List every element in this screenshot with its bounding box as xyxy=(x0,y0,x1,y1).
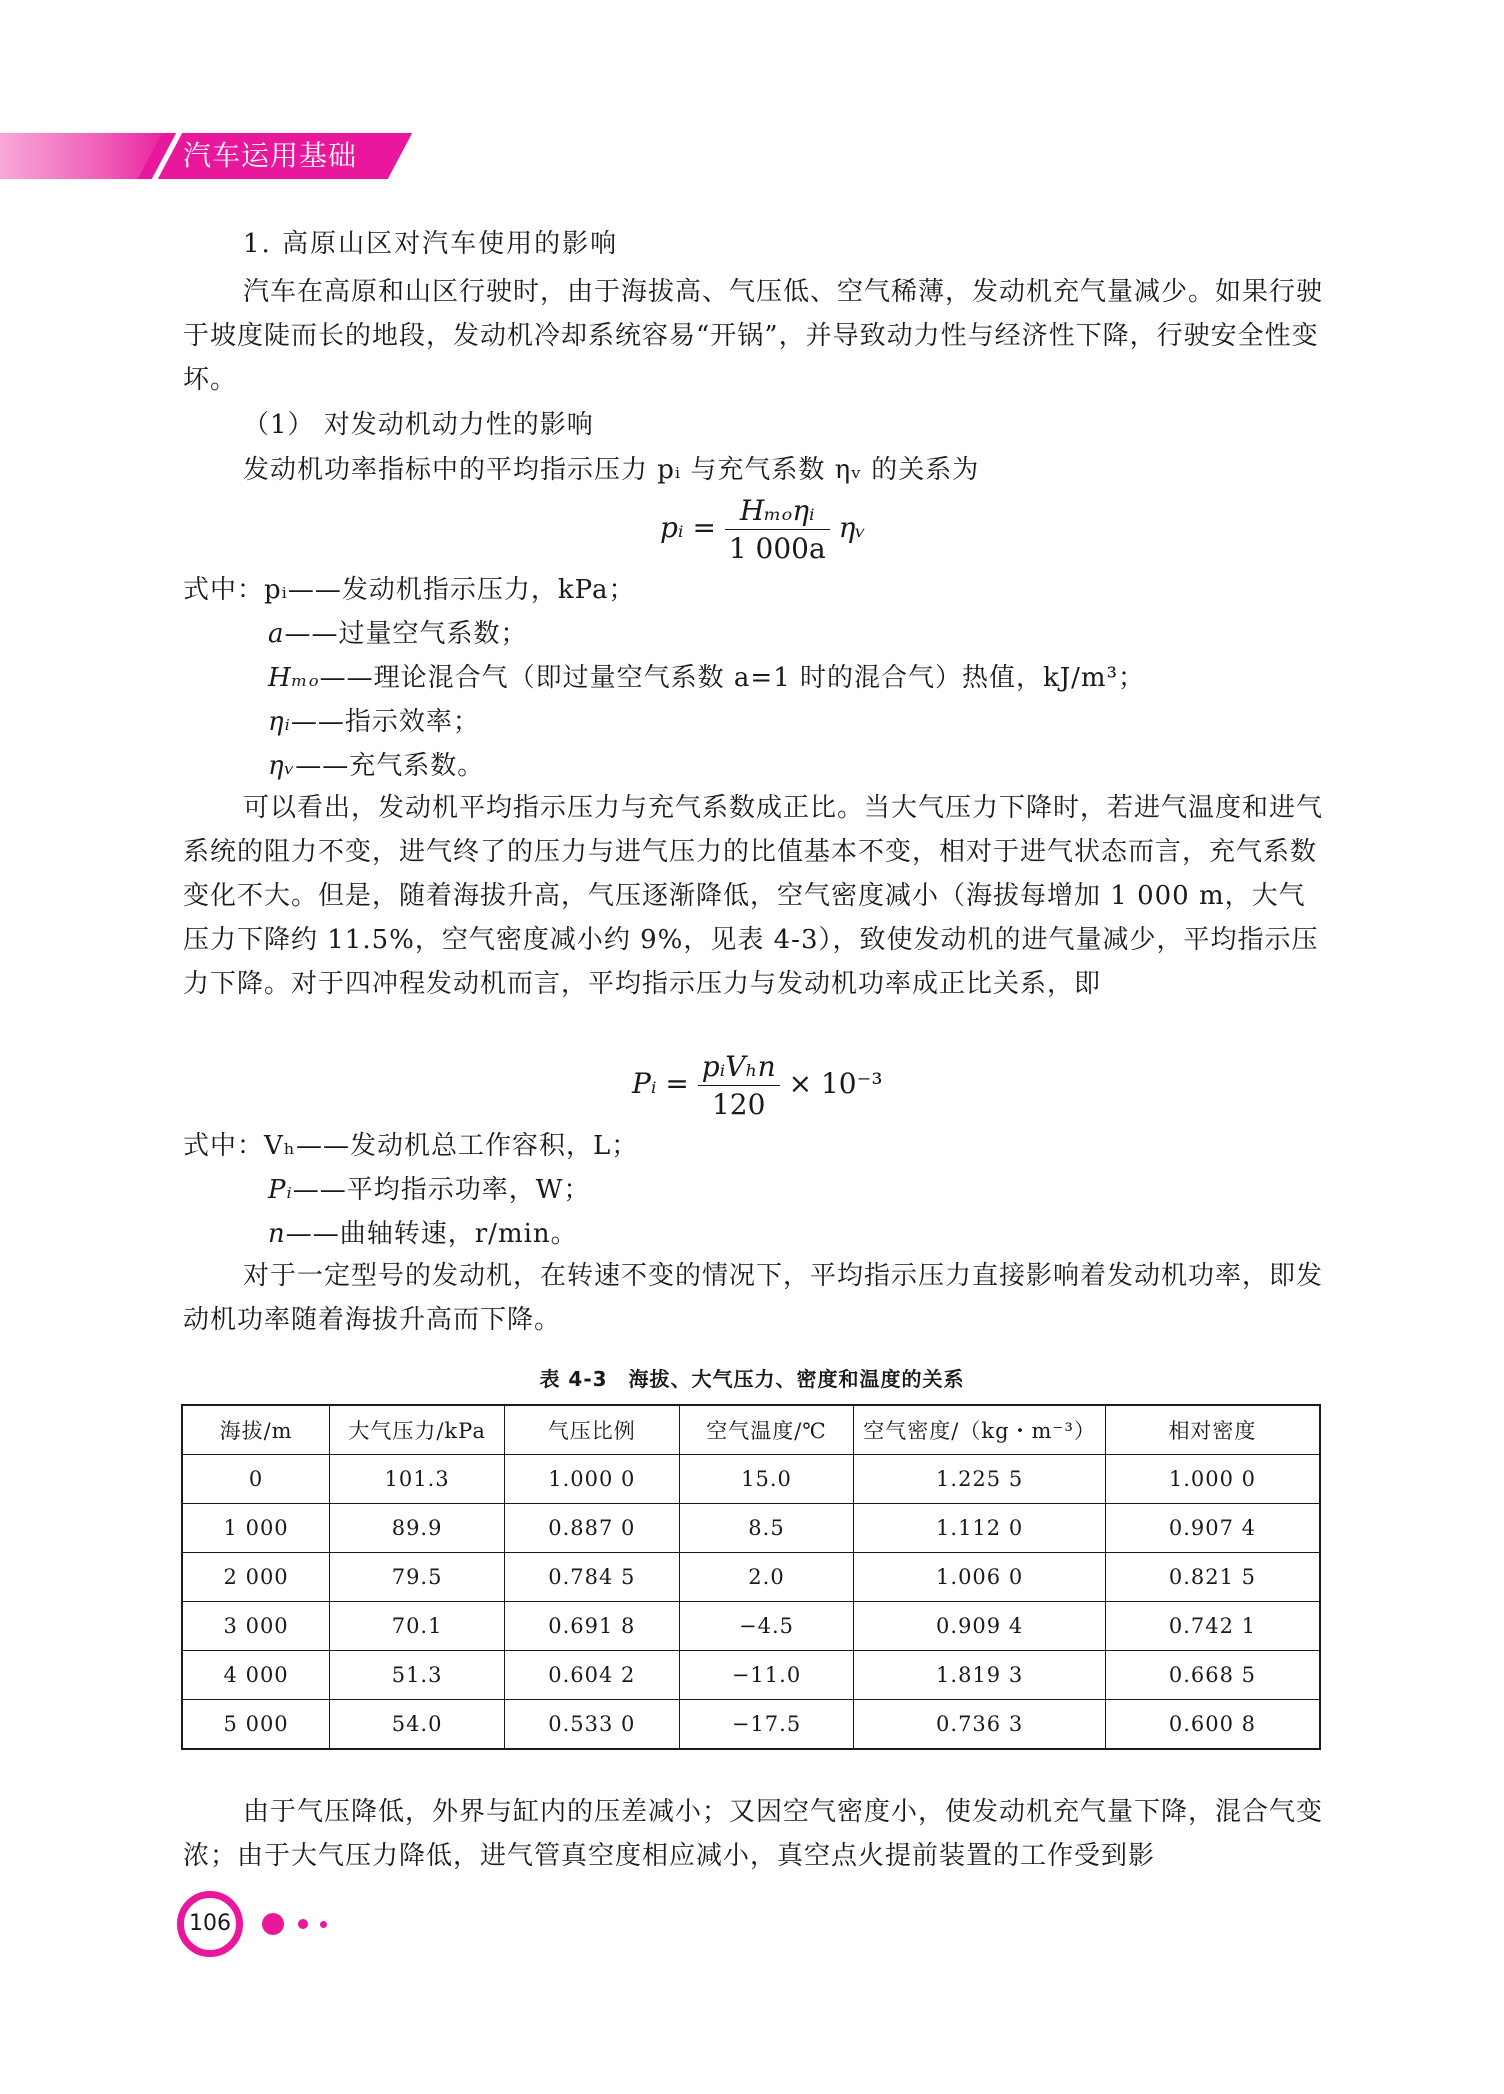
table-cell: 1.112 0 xyxy=(854,1504,1106,1553)
table-cell: −17.5 xyxy=(679,1700,854,1750)
formula-2-denominator: 120 xyxy=(711,1088,766,1121)
table-cell: 0.604 2 xyxy=(504,1651,679,1700)
def-symbol: Hₘₒ xyxy=(268,663,320,693)
table-cell: 2.0 xyxy=(679,1553,854,1602)
definition-eta-i xyxy=(268,702,480,742)
table-cell: 0.907 4 xyxy=(1105,1504,1320,1553)
table-cell: 1.819 3 xyxy=(854,1651,1106,1700)
altitude-table xyxy=(181,1404,1321,1750)
table-row xyxy=(182,1651,1320,1700)
formula-2-tail: × 10⁻³ xyxy=(788,1067,883,1100)
def-symbol: ηᵢ xyxy=(268,707,291,737)
def-text: ——发动机总工作容积，L； xyxy=(296,1131,639,1161)
table-cell: 101.3 xyxy=(330,1455,505,1504)
subsection-title: （1） 对发动机动力性的影响 xyxy=(243,410,594,440)
formula-indicated-power xyxy=(632,1050,883,1121)
def-symbol: a xyxy=(268,619,285,649)
col-header-temperature: 空气温度/℃ xyxy=(679,1405,854,1455)
definition-eta-v xyxy=(268,746,484,786)
table-cell: 54.0 xyxy=(330,1700,505,1750)
paragraph-1: 汽车在高原和山区行驶时，由于海拔高、气压低、空气稀薄，发动机充气量减少。如果行驶于坡度陡而长的地段，发动机冷却系统容易“开锅”，并导致动力性与经济性下降，行驶安全性变坏。 xyxy=(183,277,1324,395)
table-cell: 79.5 xyxy=(330,1553,505,1602)
definition-Pi xyxy=(268,1170,590,1210)
table-cell: 0.821 5 xyxy=(1105,1553,1320,1602)
def-text: ——过量空气系数； xyxy=(284,619,528,649)
def-text: ——曲轴转速，r/min。 xyxy=(285,1219,578,1249)
formula-2-fraction xyxy=(698,1050,780,1121)
table-cell: 4 000 xyxy=(182,1651,330,1700)
col-header-pressure: 大气压力/kPa xyxy=(330,1405,505,1455)
def-symbol: 式中：pᵢ xyxy=(183,575,288,605)
def-symbol: 式中：Vₕ xyxy=(183,1131,297,1161)
table-cell: 15.0 xyxy=(679,1455,854,1504)
definition-a xyxy=(268,614,528,654)
table-cell: 2 000 xyxy=(182,1553,330,1602)
formula-1-lhs: pᵢ = xyxy=(660,511,716,544)
table-cell: 3 000 xyxy=(182,1602,330,1651)
formula-mean-indicated-pressure xyxy=(660,494,866,565)
table-cell: 1.225 5 xyxy=(854,1455,1106,1504)
table-cell: 89.9 xyxy=(330,1504,505,1553)
def-text: ——指示效率； xyxy=(290,707,480,737)
table-row xyxy=(182,1700,1320,1750)
paragraph-5: 由于气压降低，外界与缸内的压差减小；又因空气密度小，使发动机充气量下降，混合气变浓；由于大气压力降低，进气管真空度相应减小，真空点火提前装置的工作受到影 xyxy=(183,1797,1324,1871)
table-cell: 0.533 0 xyxy=(504,1700,679,1750)
def-symbol: Pᵢ xyxy=(268,1175,293,1205)
table-cell: 0.600 8 xyxy=(1105,1700,1320,1750)
table-cell: 8.5 xyxy=(679,1504,854,1553)
formula-2-numerator: pᵢVₕn xyxy=(698,1050,780,1086)
table-row xyxy=(182,1602,1320,1651)
table-row xyxy=(182,1553,1320,1602)
table-cell: 0.691 8 xyxy=(504,1602,679,1651)
table-cell: 1 000 xyxy=(182,1504,330,1553)
def-symbol: n xyxy=(268,1219,286,1249)
table-cell: 0.742 1 xyxy=(1105,1602,1320,1651)
def-symbol: ηᵥ xyxy=(268,751,296,781)
table-cell: 0.668 5 xyxy=(1105,1651,1320,1700)
table-cell: 0.887 0 xyxy=(504,1504,679,1553)
col-header-density: 空气密度/（kg・m⁻³） xyxy=(854,1405,1106,1455)
book-title: 汽车运用基础 xyxy=(183,139,358,172)
table-cell: 0.784 5 xyxy=(504,1553,679,1602)
table-caption: 表 4-3 海拔、大气压力、密度和温度的关系 xyxy=(539,1367,965,1391)
formula-1-numerator: Hₘₒηᵢ xyxy=(725,494,830,530)
table-cell: 70.1 xyxy=(330,1602,505,1651)
def-text: ——平均指示功率，W； xyxy=(292,1175,591,1205)
definition-pi xyxy=(183,570,635,610)
table-cell: 0.909 4 xyxy=(854,1602,1106,1651)
table-cell: 1.000 0 xyxy=(504,1455,679,1504)
definition-hmo xyxy=(268,658,1145,698)
def-text: ——发动机指示压力，kPa； xyxy=(287,575,636,605)
def-text: ——理论混合气（即过量空气系数 a=1 时的混合气）热值，kJ/m³； xyxy=(319,663,1146,693)
table-cell: 51.3 xyxy=(330,1651,505,1700)
footer-dot-medium xyxy=(298,1919,308,1929)
section-title: 1. 高原山区对汽车使用的影响 xyxy=(243,229,619,259)
paragraph-4: 对于一定型号的发动机，在转速不变的情况下，平均指示压力直接影响着发动机功率，即发动机功率随着海拔升高而下降。 xyxy=(183,1261,1324,1335)
definition-n xyxy=(268,1214,578,1254)
formula-2-lhs: Pᵢ = xyxy=(632,1067,689,1100)
table-cell: 1.006 0 xyxy=(854,1553,1106,1602)
table-cell: 1.000 0 xyxy=(1105,1455,1320,1504)
col-header-pressure-ratio: 气压比例 xyxy=(504,1405,679,1455)
formula-1-fraction xyxy=(725,494,830,565)
paragraph-2: 发动机功率指标中的平均指示压力 pᵢ 与充气系数 ηᵥ 的关系为 xyxy=(243,455,980,485)
formula-1-denominator: 1 000a xyxy=(728,532,826,565)
formula-1-tail: ηᵥ xyxy=(838,511,866,544)
table-cell: −4.5 xyxy=(679,1602,854,1651)
table-cell: −11.0 xyxy=(679,1651,854,1700)
col-header-relative-density: 相对密度 xyxy=(1105,1405,1320,1455)
footer-dot-large xyxy=(262,1913,284,1935)
table-cell: 0.736 3 xyxy=(854,1700,1106,1750)
table-cell: 0 xyxy=(182,1455,330,1504)
table-cell: 5 000 xyxy=(182,1700,330,1750)
definition-vh xyxy=(183,1126,638,1166)
footer-dot-small xyxy=(320,1921,327,1928)
col-header-altitude: 海拔/m xyxy=(182,1405,330,1455)
paragraph-3: 可以看出，发动机平均指示压力与充气系数成正比。当大气压力下降时，若进气温度和进气系统的阻力不变，进气终了的压力与进气压力的比值基本不变，相对于进气状态而言，充气系数变化不大。但是，随着海拔升高，气压逐渐降低，空气密度减小（海拔每增加 1 000 m，大气压力下降约 11.5%，空气密度减小约 9%，见表 4-3），致使发动机的进气量减少，平均指示压力下降。对于四冲程发动机而言，平均指示压力与发动机功率成正比关系，即 xyxy=(183,793,1324,999)
table-row xyxy=(182,1455,1320,1504)
def-text: ——充气系数。 xyxy=(295,751,485,781)
table-header-row xyxy=(182,1405,1320,1455)
page-number: 106 xyxy=(189,1911,231,1936)
table-row xyxy=(182,1504,1320,1553)
